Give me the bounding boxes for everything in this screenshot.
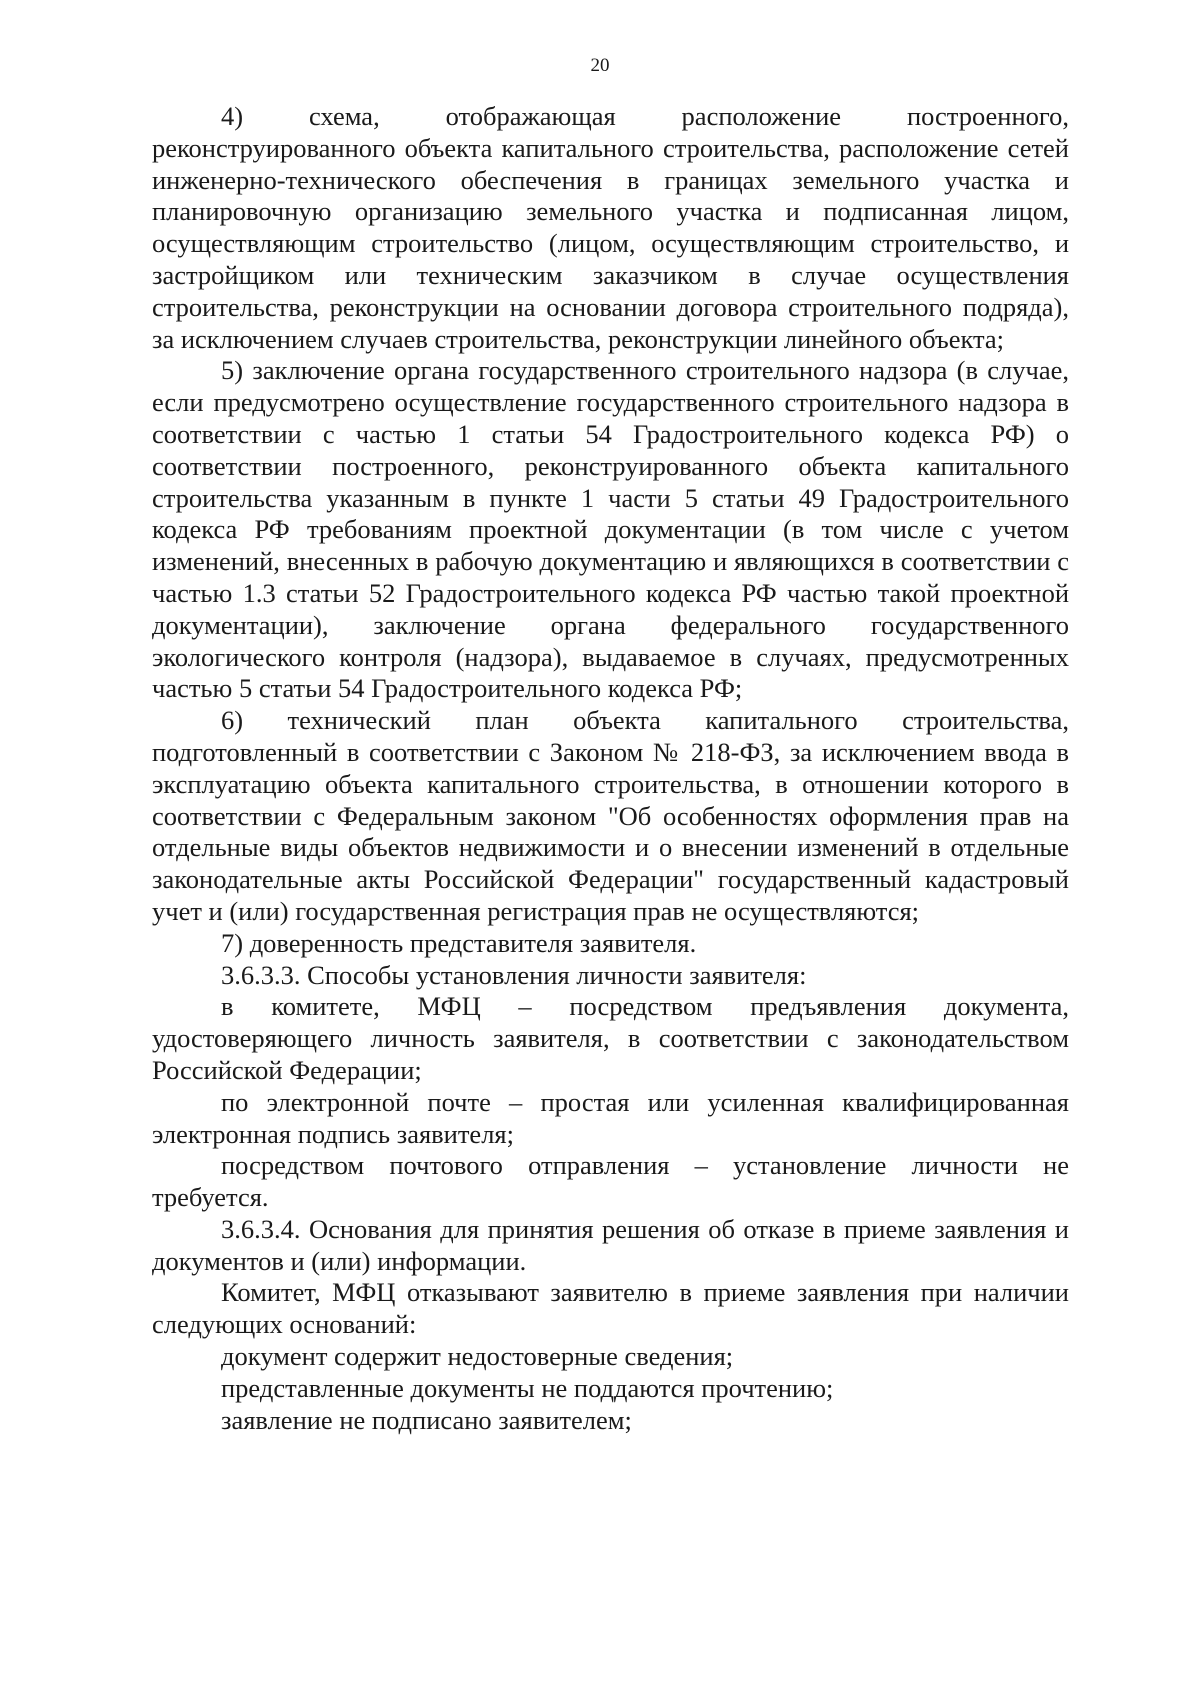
paragraph-item-5: 5) заключение органа государственного строительного надзора (в случае, если предусмотрено осуществление государственного строительного надзора в соответствии с частью 1 статьи 54 Градостроительного кодекса РФ) о соответствии построенного, реконструированного объекта капитального строительства указанным в пункте 1 части 5 статьи 49 Градостроительного кодекса РФ требованиям проектной документации (в том числе с учетом изменений, внесенных в рабочую документацию и являющихся в соответствии с частью 1.3 статьи 52 Градостроительного кодекса РФ частью такой проектной документации), заключение органа федерального государственного экологического контроля (надзора), выдаваемое в случаях, предусмотренных частью 5 статьи 54 Градостроительного кодекса РФ;: [152, 355, 1069, 704]
paragraph-identity-email: по электронной почте – простая или усиленная квалифицированная электронная подпись заявителя;: [152, 1086, 1069, 1149]
paragraph-ground-unsigned: заявление не подписано заявителем;: [221, 1404, 632, 1435]
paragraph-identity-in-person: в комитете, МФЦ – посредством предъявления документа, удостоверяющего личность заявителя, в соответствии с законодательством Российской Федерации;: [152, 991, 1069, 1085]
paragraph-section-3-6-3-4: 3.6.3.4. Основания для принятия решения об отказе в приеме заявления и документов и (или) информации.: [152, 1213, 1069, 1276]
page-number: 20: [590, 55, 610, 76]
paragraph-item-4: 4) схема, отображающая расположение построенного, реконструированного объекта капитального строительства, расположение сетей инженерно-технического обеспечения в границах земельного участка и планировочную организацию земельного участка и подписанная лицом, осуществляющим строительство (лицом, осуществляющим строительство, и застройщиком или техническим заказчиком в случае осуществления строительства, реконструкции на основании договора строительного подряда), за исключением случаев строительства, реконструкции линейного объекта;: [152, 101, 1069, 354]
paragraph-item-7: 7) доверенность представителя заявителя.: [221, 927, 697, 958]
paragraph-refusal-grounds: Комитет, МФЦ отказывают заявителю в приеме заявления при наличии следующих оснований:: [152, 1277, 1069, 1340]
paragraph-identity-post: посредством почтового отправления – установление личности не требуется.: [152, 1150, 1069, 1213]
paragraph-item-6: 6) технический план объекта капитального строительства, подготовленный в соответствии с Законом № 218-ФЗ, за исключением ввода в эксплуатацию объекта капитального строительства, в отношении которого в соответствии с Федеральным законом "Об особенностях оформления прав на отдельные виды объектов недвижимости и о внесении изменений в отдельные законодательные акты Российской Федерации" государственный кадастровый учет и (или) государственная регистрация прав не осуществляются;: [152, 705, 1069, 926]
paragraph-section-3-6-3-3: 3.6.3.3. Способы установления личности заявителя:: [221, 959, 807, 990]
paragraph-ground-unreliable: документ содержит недостоверные сведения;: [221, 1341, 734, 1372]
paragraph-ground-unreadable: представленные документы не поддаются прочтению;: [221, 1372, 834, 1403]
document-body: [152, 101, 1069, 1436]
